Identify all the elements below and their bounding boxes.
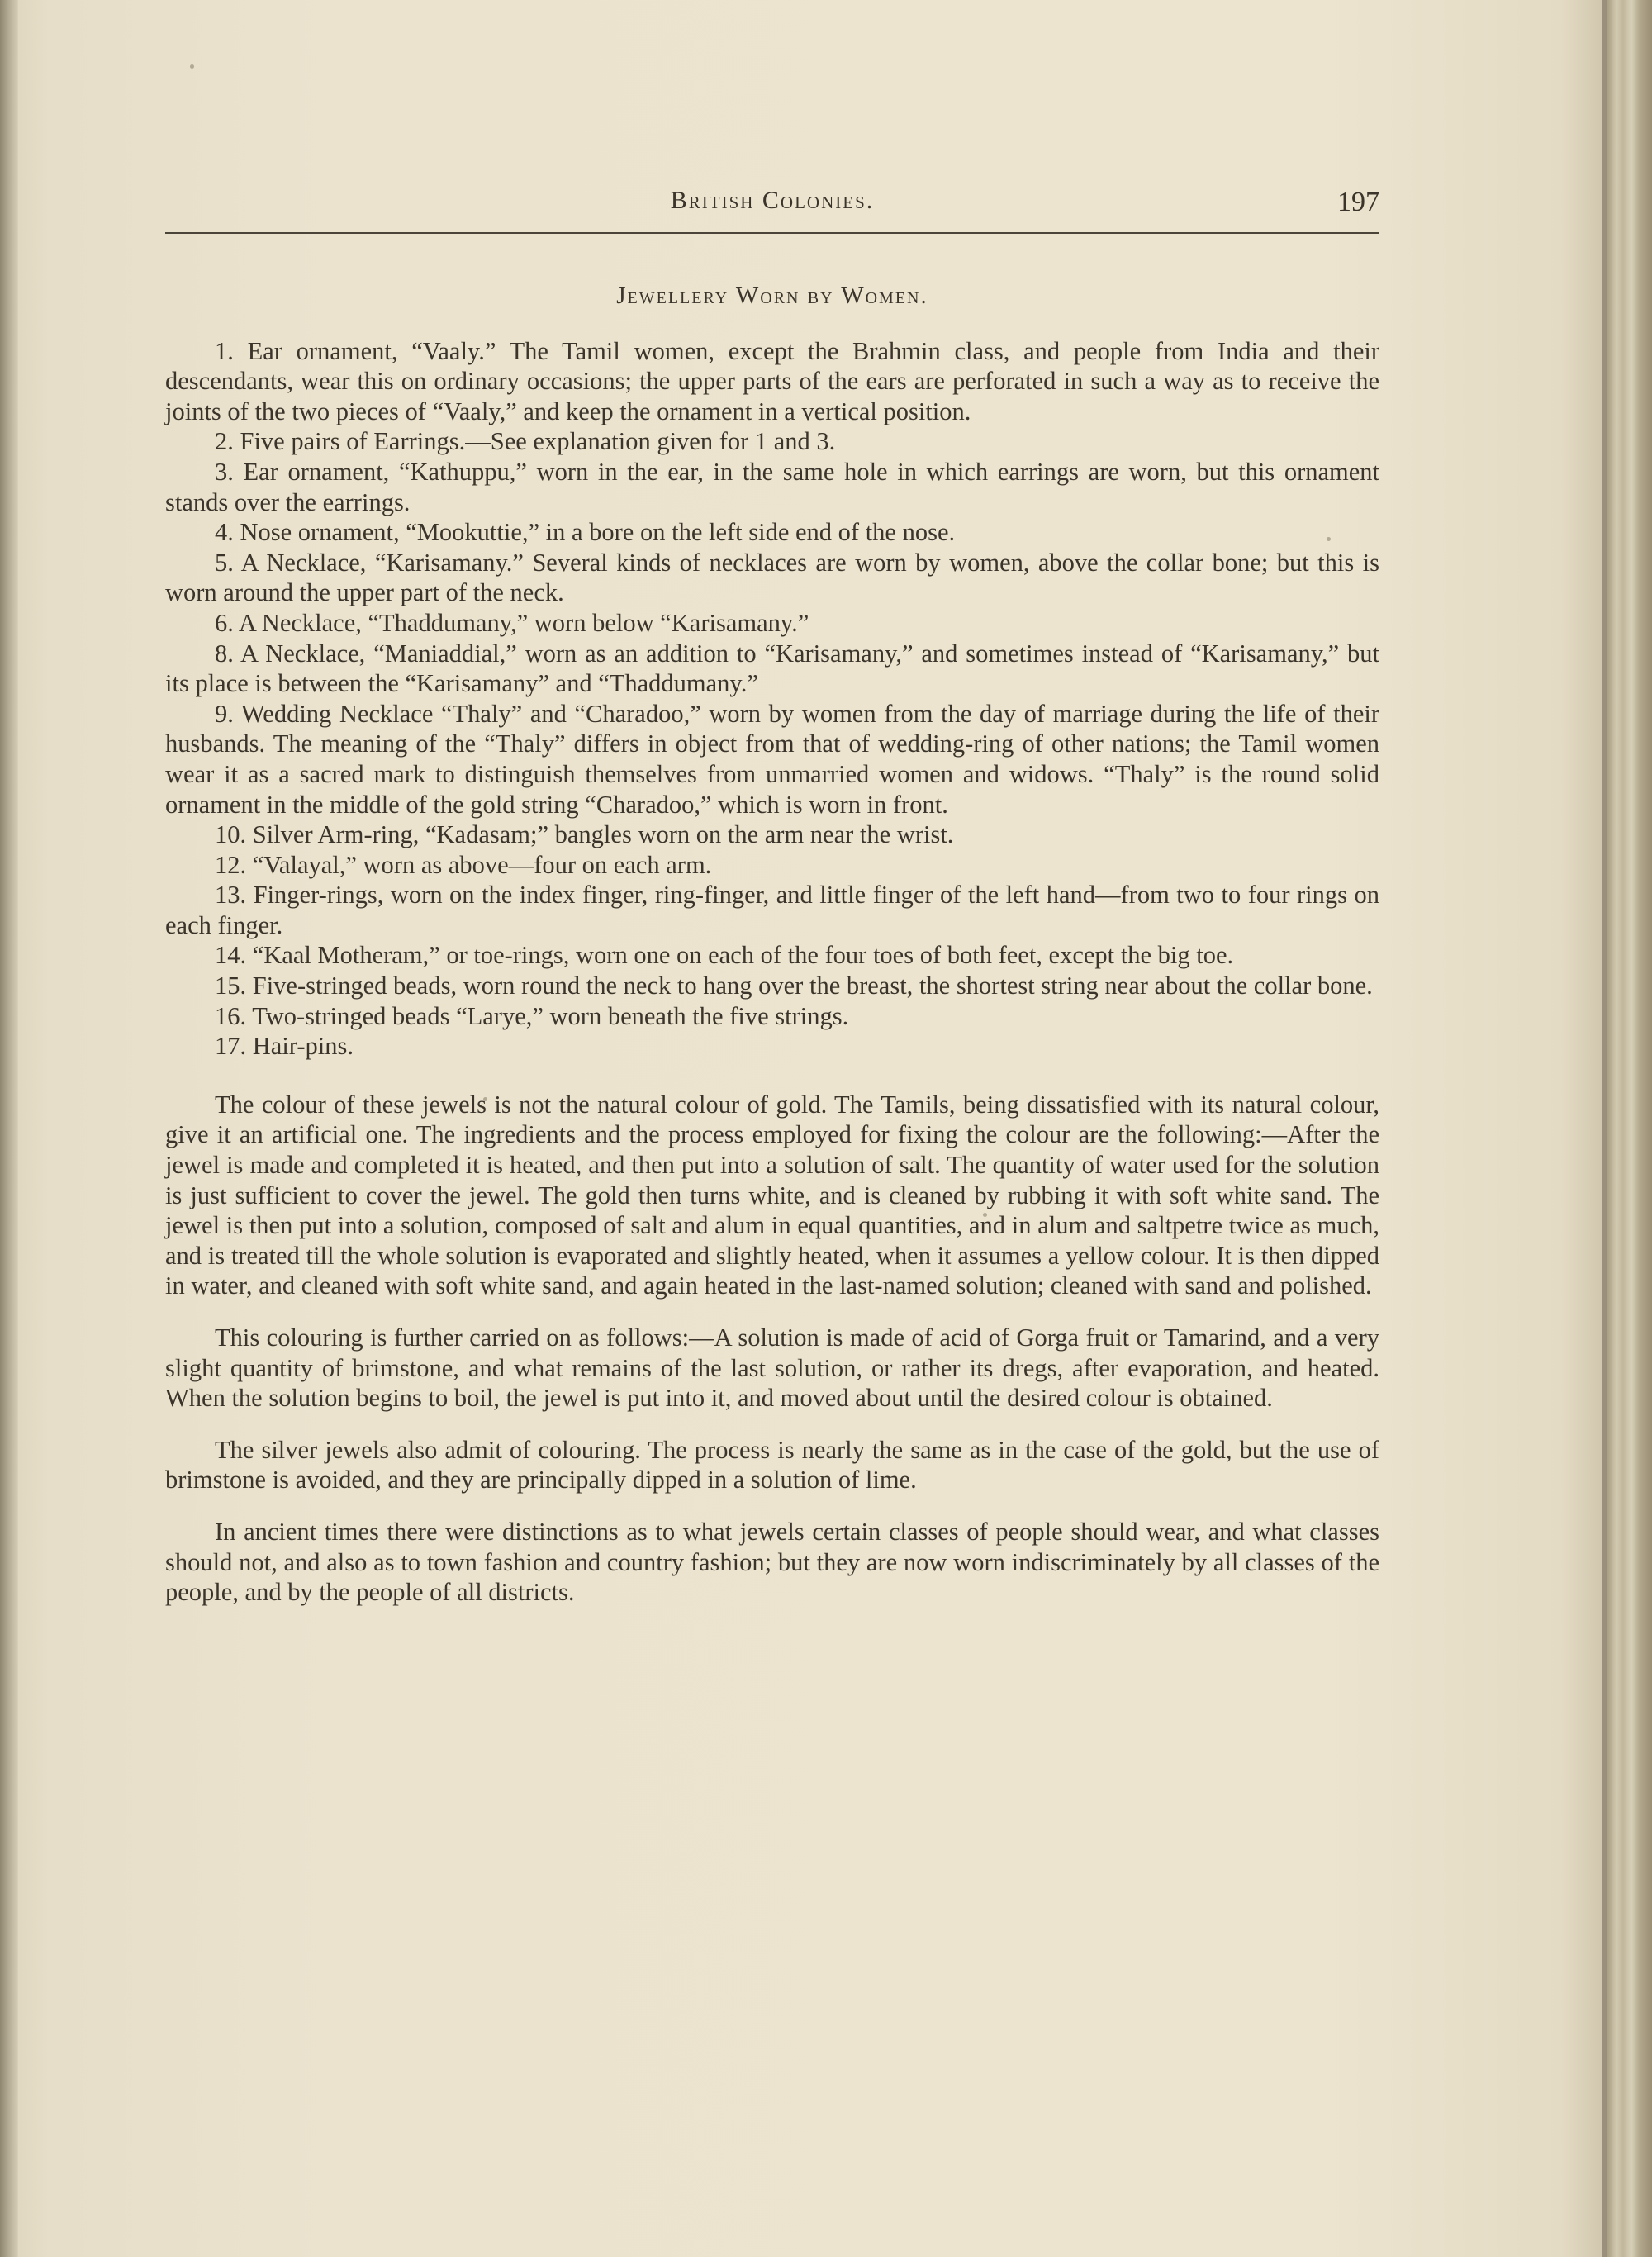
item-number: 9. [215, 699, 234, 728]
item-text: Five-stringed beads, worn round the neck to hang over the breast, the shortest string near about the collar bone. [252, 972, 1373, 1000]
list-item [165, 517, 1379, 548]
item-text: “Valayal,” worn as above—four on each arm. [252, 850, 712, 879]
item-text: Finger-rings, worn on the index finger, ring-finger, and little finger of the left hand—from two to four rings on each finger. [165, 881, 1379, 939]
item-text: Ear ornament, “Vaaly.” The Tamil women, except the Brahmin class, and people from India and their descendants, wear this on ordinary occasions; the upper parts of the ears are perforated in such a way as to receive the joints of the two pieces of “Vaaly,” and keep the ornament in a vertical position. [165, 336, 1379, 425]
item-text: “Kaal Motheram,” or toe-rings, worn one on each of the four toes of both feet, except the big toe. [252, 941, 1234, 970]
list-item [165, 699, 1379, 820]
item-number: 8. [215, 639, 234, 668]
item-text: A Necklace, “Maniaddial,” worn as an addition to “Karisamany,” and sometimes instead of “Karisamany,” but its place is between the “Karisamany” and “Thaddumany.” [165, 639, 1379, 698]
item-number: 12. [215, 850, 247, 879]
list-item [165, 820, 1379, 850]
list-item [165, 850, 1379, 881]
item-number: 5. [215, 548, 234, 577]
item-number: 3. [215, 457, 234, 486]
section-heading: Jewellery Worn by Women. [616, 283, 928, 309]
list-item [165, 1001, 1379, 1032]
item-text: Ear ornament, “Kathuppu,” worn in the ear, in the same hole in which earrings are worn, but this ornament stands over the earrings. [165, 457, 1380, 516]
item-number: 16. [215, 1001, 247, 1030]
page-content [165, 281, 1379, 1608]
body-paragraph: This colouring is further carried on as follows:—A solution is made of acid of Gorga fruit or Tamarind, and a very slight quantity of brimstone, and what remains of the last solution, or rather its dregs, after evaporation, and heated. When the solution begins to boil, the jewel is put into it, and moved about until the desired colour is obtained. [165, 1323, 1379, 1413]
item-text: Hair-pins. [252, 1032, 354, 1061]
list-item [165, 336, 1379, 427]
item-number: 1. [215, 336, 234, 365]
page-gutter [0, 0, 18, 2257]
item-text: Five pairs of Earrings.—See explanation given for 1 and 3. [240, 427, 836, 456]
list-item [165, 426, 1379, 457]
header-rule [165, 232, 1379, 234]
item-number: 4. [215, 518, 234, 547]
item-number: 6. [215, 608, 234, 637]
running-title: British Colonies. [670, 187, 875, 214]
page-edge [1607, 0, 1652, 2257]
item-text: A Necklace, “Thaddumany,” worn below “Karisamany.” [238, 608, 809, 637]
list-item [165, 639, 1379, 699]
item-number: 13. [215, 881, 247, 910]
list-item [165, 548, 1379, 608]
list-item [165, 940, 1379, 971]
list-item [165, 1031, 1379, 1062]
item-text: A Necklace, “Karisamany.” Several kinds of necklaces are worn by women, above the collar bone; but this is worn around the upper part of the neck. [165, 548, 1379, 607]
item-number: 10. [215, 820, 247, 849]
body-paragraph: The colour of these jewels is not the natural colour of gold. The Tamils, being dissatisfied with its natural colour, give it an artificial one. The ingredients and the process employed for fixing the colour are the following:—After the jewel is made and completed it is heated, and then put into a solution of salt. The quantity of water used for the solution is just sufficient to cover the jewel. The gold then turns white, and is cleaned by rubbing it with soft white sand. The jewel is then put into a solution, composed of salt and alum in equal quantities, and in alum and saltpetre twice as much, and is treated till the whole solution is evaporated and slightly heated, when it assumes a yellow colour. It is then dipped in water, and cleaned with soft white sand, and again heated in the last-named solution; cleaned with sand and polished. [165, 1090, 1379, 1300]
item-text: Silver Arm-ring, “Kadasam;” bangles worn on the arm near the wrist. [252, 820, 954, 849]
list-item [165, 971, 1379, 1001]
item-number: 2. [215, 427, 234, 456]
item-number: 14. [215, 941, 247, 970]
jewellery-list [165, 336, 1379, 1062]
item-text: Nose ornament, “Mookuttie,” in a bore on the left side end of the nose. [240, 518, 956, 547]
list-item [165, 457, 1379, 517]
page-header [165, 187, 1379, 230]
page-number: 197 [1337, 187, 1379, 217]
body-paragraph: In ancient times there were distinctions as to what jewels certain classes of people should wear, and what classes should not, and also as to town fashion and country fashion; but they are now worn indiscriminately by all classes of the people, and by the people of all districts. [165, 1517, 1379, 1607]
item-number: 17. [215, 1032, 247, 1061]
list-item [165, 608, 1379, 639]
item-text: Wedding Necklace “Thaly” and “Charadoo,” worn by women from the day of marriage during the life of their husbands. The meaning of the “Thaly” differs in object from that of wedding-ring of other nations; the Tamil women wear it as a sacred mark to distinguish themselves from unmarried women and widows. “Thaly” is the round solid ornament in the middle of the gold string “Charadoo,” which is worn in front. [165, 699, 1379, 819]
item-number: 15. [215, 972, 247, 1000]
item-text: Two-stringed beads “Larye,” worn beneath the five strings. [252, 1001, 849, 1030]
body-paragraph: The silver jewels also admit of colouring. The process is nearly the same as in the case of the gold, but the use of brimstone is avoided, and they are principally dipped in a solution of lime. [165, 1435, 1379, 1494]
list-item [165, 880, 1379, 940]
